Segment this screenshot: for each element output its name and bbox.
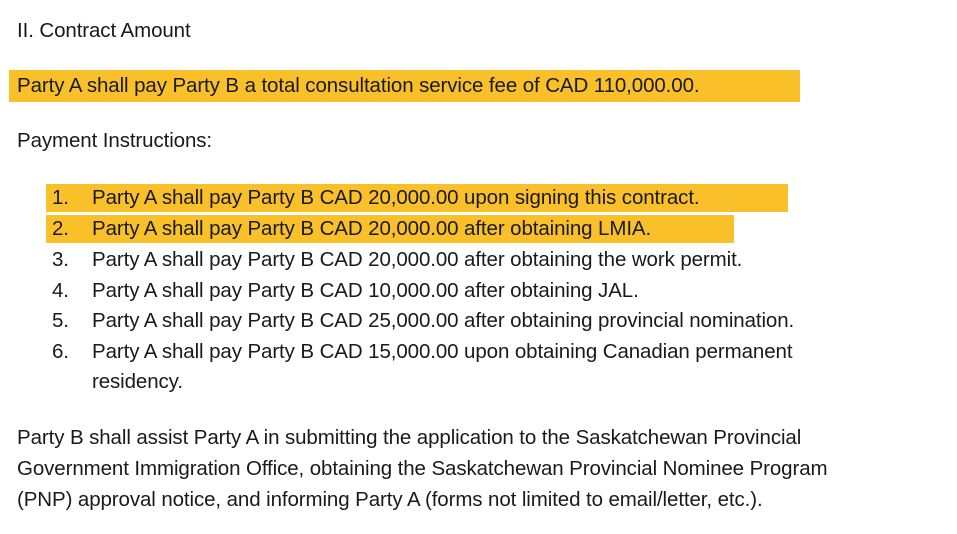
total-fee-text: Party A shall pay Party B a total consultation service fee of CAD 110,000.00. [17,74,700,97]
list-item-text: Party A shall pay Party B CAD 20,000.00 upon signing this contract. [92,186,700,209]
list-item-text: Party A shall pay Party B CAD 10,000.00 after obtaining JAL. [92,279,639,302]
closing-paragraph-line-3: (PNP) approval notice, and informing Party A (forms not limited to email/letter, etc.). [17,488,763,511]
list-item-text-continuation: residency. [92,370,183,393]
list-item-number: 3. [52,248,69,271]
list-item-text: Party A shall pay Party B CAD 25,000.00 after obtaining provincial nomination. [92,309,795,332]
closing-paragraph-line-1: Party B shall assist Party A in submitting the application to the Saskatchewan Provincial [17,426,802,449]
list-item-text: Party A shall pay Party B CAD 15,000.00 upon obtaining Canadian permanent [92,340,793,363]
list-item-number: 2. [52,217,69,240]
closing-paragraph-line-2: Government Immigration Office, obtaining the Saskatchewan Provincial Nominee Program [17,457,828,480]
list-item-number: 4. [52,279,69,302]
list-item-number: 1. [52,186,69,209]
list-item-number: 5. [52,309,69,332]
payment-instructions-title: Payment Instructions: [17,129,213,152]
list-item-text: Party A shall pay Party B CAD 20,000.00 after obtaining LMIA. [92,217,652,240]
section-heading: II. Contract Amount [17,19,191,42]
list-item-number: 6. [52,340,69,363]
list-item-text: Party A shall pay Party B CAD 20,000.00 after obtaining the work permit. [92,248,743,271]
